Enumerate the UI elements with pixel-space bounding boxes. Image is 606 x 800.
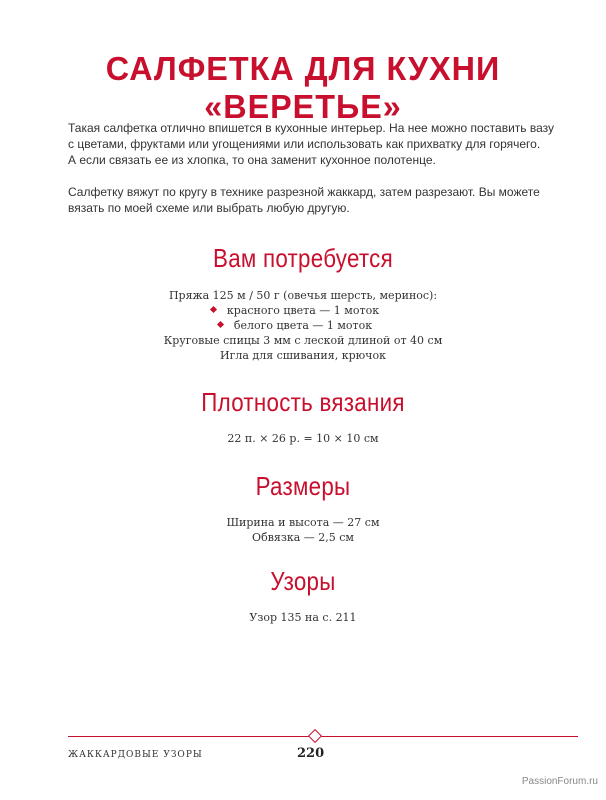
intro-paragraph-1	[68, 120, 568, 168]
white-bullet-icon	[217, 321, 224, 328]
patterns-section	[0, 566, 606, 625]
needles-line: Круговые спицы 3 мм с леской длиной от 40 см	[163, 334, 443, 347]
materials-heading: Вам потребуется	[213, 243, 393, 273]
materials-section	[0, 243, 606, 363]
gauge-value: 22 п. × 26 р. = 10 × 10 см	[227, 432, 379, 445]
footer-divider	[68, 736, 578, 737]
gauge-heading: Плотность вязания	[201, 387, 405, 417]
intro-p2-line-1: Салфетку вяжут по кругу в технике разрезной жаккард, затем разрезают. Вы можете	[68, 185, 540, 199]
intro-text	[68, 120, 568, 232]
footer-section-title: ЖАККАРДОВЫЕ УЗОРЫ	[68, 750, 203, 760]
watermark: PassionForum.ru	[521, 776, 598, 787]
tools-line: Игла для сшивания, крючок	[220, 349, 386, 362]
intro-p2-line-2: вязать по моей схеме или выбрать любую другую.	[68, 201, 350, 215]
page-number: 220	[297, 746, 325, 761]
yarn-line: Пряжа 125 м / 50 г (овечья шерсть, меринос):	[168, 289, 438, 302]
sizes-heading: Размеры	[255, 471, 351, 501]
intro-p1-line-3: А если связать ее из хлопка, то она заменит кухонное полотенце.	[68, 153, 436, 167]
page-title: САЛФЕТКА ДЛЯ КУХНИ «ВЕРЕТЬЕ»	[105, 50, 501, 125]
size-line: Ширина и высота — 27 см	[226, 516, 380, 529]
gauge-section	[0, 387, 606, 446]
red-bullet-icon	[210, 306, 217, 313]
diamond-ornament-icon	[308, 729, 322, 743]
bullet-white	[234, 318, 372, 333]
yarn-red: красного цвета — 1 моток	[226, 304, 380, 317]
edging-line: Обвязка — 2,5 см	[252, 531, 354, 544]
patterns-heading: Узоры	[270, 566, 336, 596]
intro-p1-line-2: с цветами, фруктами или угощениями или использовать как прихватку для горячего.	[68, 137, 541, 151]
sizes-section	[0, 471, 606, 545]
patterns-value: Узор 135 на с. 211	[249, 611, 357, 624]
intro-p1-line-1: Такая салфетка отлично впишется в кухонные интерьер. На нее можно поставить вазу	[68, 121, 555, 135]
intro-paragraph-2	[68, 184, 568, 216]
yarn-white: белого цвета — 1 моток	[233, 319, 373, 332]
bullet-red	[227, 303, 379, 318]
